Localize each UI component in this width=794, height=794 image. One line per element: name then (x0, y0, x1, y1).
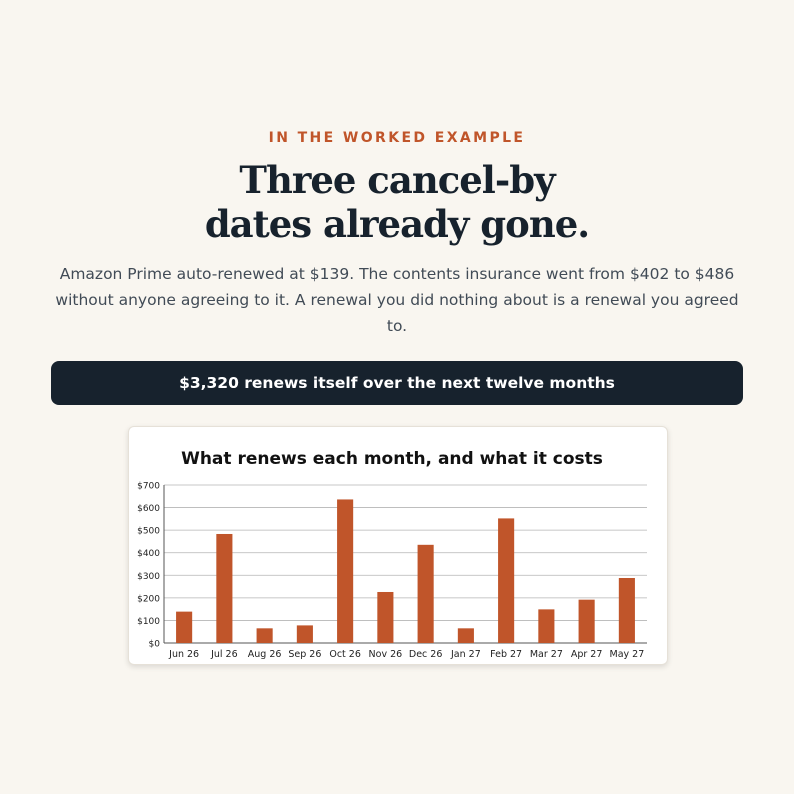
bar-dec-26 (418, 545, 434, 643)
bar-mar-27 (538, 609, 554, 643)
bar-jul-26 (216, 534, 232, 643)
x-tick-label: Feb 27 (490, 649, 523, 660)
eyebrow-label: IN THE WORKED EXAMPLE (268, 130, 526, 146)
y-tick-label: $300 (137, 571, 160, 582)
x-tick-label: Jun 26 (169, 649, 200, 660)
x-tick-label: Nov 26 (368, 649, 403, 660)
y-tick-label: $700 (137, 481, 160, 492)
total-banner: $3,320 renews itself over the next twelve months (51, 361, 743, 405)
intro-paragraph: Amazon Prime auto-renewed at $139. The contents insurance went from $402 to $486 without anyone agreeing to it. A renewal you did nothing about is a renewal you agreed to. (55, 265, 739, 335)
page-title-line-1: Three cancel-by (239, 158, 555, 202)
x-tick-label: Jul 26 (211, 649, 238, 660)
y-tick-label: $100 (137, 616, 160, 627)
bar-oct-26 (337, 499, 353, 643)
x-tick-label: Sep 26 (288, 649, 322, 660)
x-tick-label: Mar 27 (529, 649, 563, 660)
chart-card (128, 426, 668, 665)
x-tick-label: Jan 27 (450, 649, 481, 660)
page-title-line-2: dates already gone. (204, 202, 590, 246)
x-tick-label: Apr 27 (570, 649, 603, 660)
renewals-bar-chart (129, 427, 667, 664)
bar-apr-27 (579, 600, 595, 643)
bar-feb-27 (498, 518, 514, 643)
y-tick-label: $400 (137, 549, 160, 560)
x-tick-label: Dec 26 (408, 649, 443, 660)
x-tick-label: Oct 26 (329, 649, 361, 660)
y-tick-label: $600 (137, 504, 160, 515)
y-tick-label: $0 (148, 639, 160, 650)
bar-sep-26 (297, 625, 313, 643)
y-tick-label: $200 (137, 594, 160, 605)
x-tick-label: Aug 26 (247, 649, 282, 660)
bar-jun-26 (176, 612, 192, 643)
chart-title: What renews each month, and what it costs (181, 449, 603, 469)
bar-nov-26 (377, 592, 393, 643)
bar-aug-26 (257, 628, 273, 643)
bar-may-27 (619, 578, 635, 643)
y-tick-label: $500 (137, 526, 160, 537)
x-tick-label: May 27 (609, 649, 645, 660)
page-title (0, 158, 794, 246)
bar-jan-27 (458, 628, 474, 643)
